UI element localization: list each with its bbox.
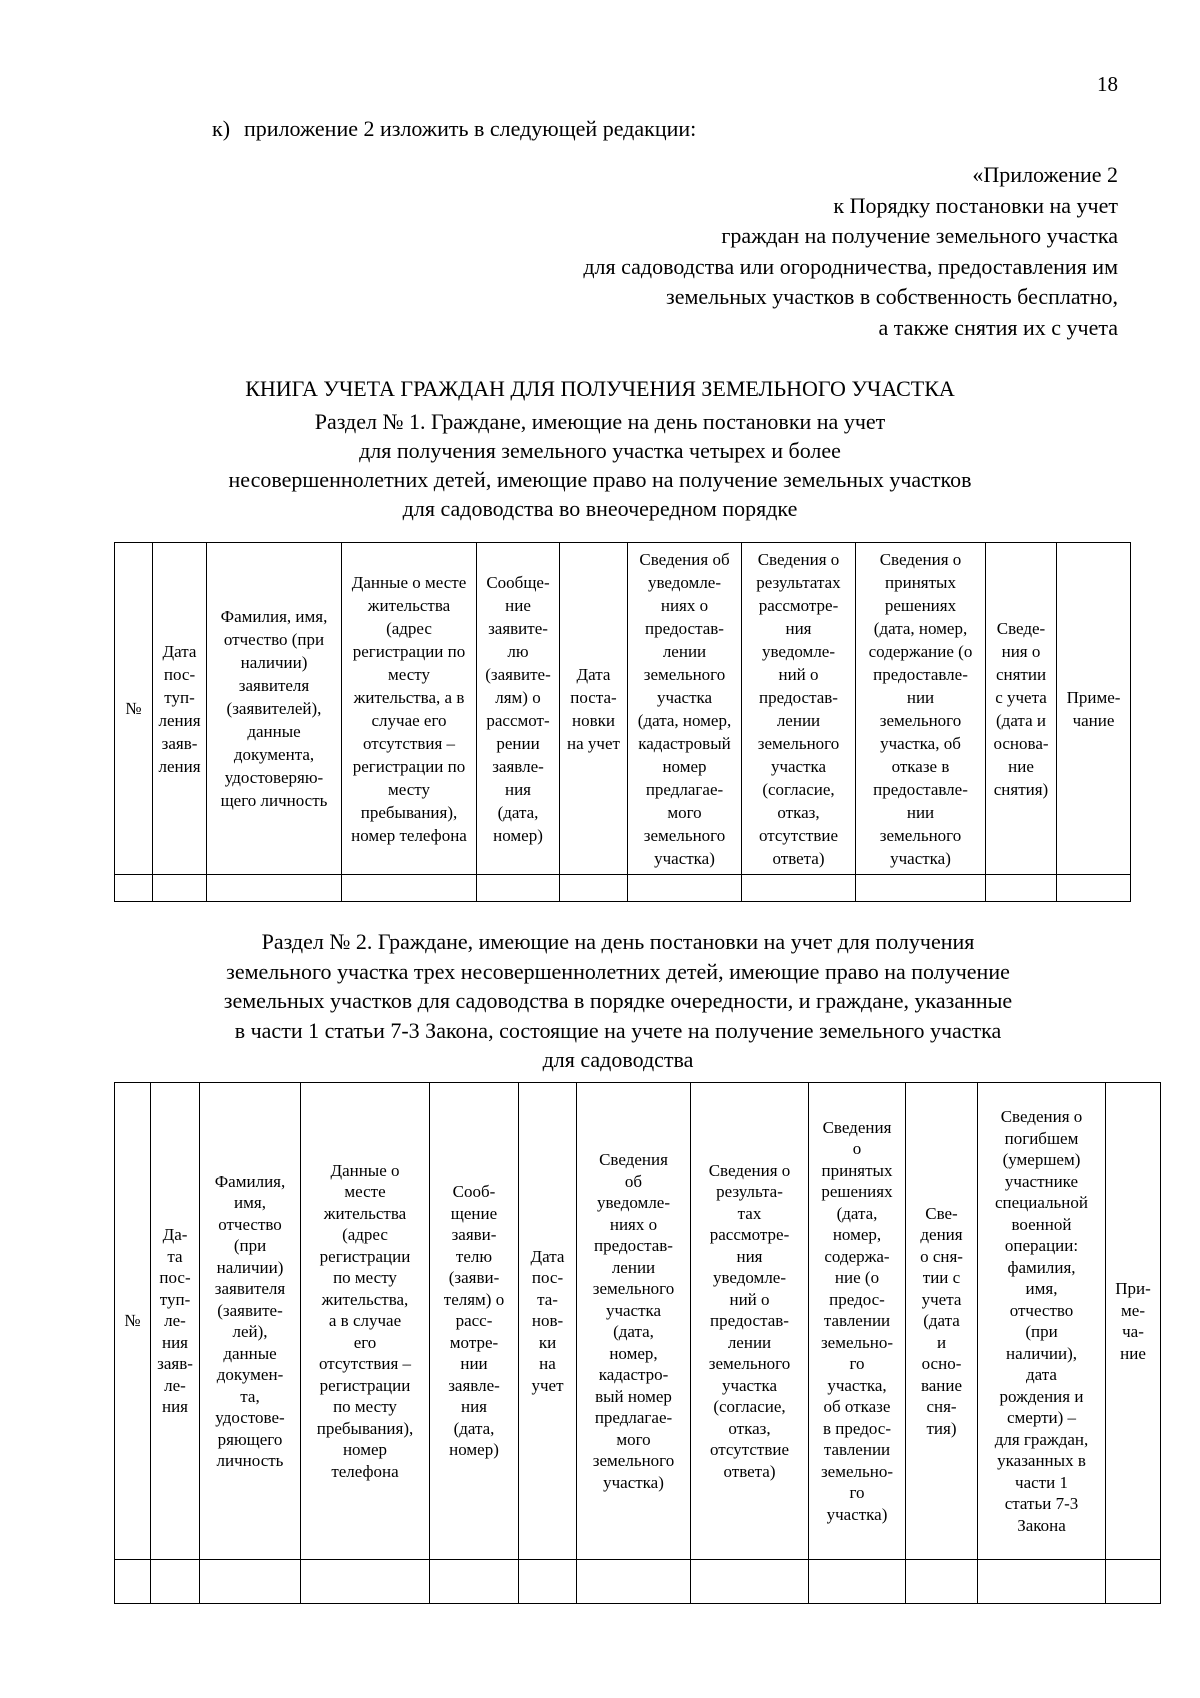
appendix-line: к Порядку постановки на учет <box>833 192 1118 218</box>
table-cell <box>560 875 628 902</box>
table-cell <box>628 875 742 902</box>
column-header: Сведения о результа- тах рассмотре- ния уведомле- ний о предостав- лении земельного участка (согласие, отказ, отсутствие ответа) <box>691 1083 809 1560</box>
column-header: Сообще- ние заявите- лю (заявите- лям) о рассмот- рении заявле- ния (дата, номер) <box>477 543 560 875</box>
appendix-line: для садоводства или огородничества, предоставления им <box>583 253 1118 279</box>
table-cell <box>978 1560 1106 1604</box>
column-header: № <box>115 543 153 875</box>
column-header: Сведения об уведомле- ниях о предостав- лении земельного участка (дата, номер, кадастровый номер предлагае- мого земельного участка) <box>628 543 742 875</box>
column-header: Дата пос- та- нов- ки на учет <box>519 1083 577 1560</box>
table-cell <box>1057 875 1131 902</box>
table-cell <box>809 1560 906 1604</box>
section2-heading-line: в части 1 статьи 7-3 Закона, состоящие на учете на получение земельного участка <box>234 1017 1002 1043</box>
amendment-intro <box>212 116 696 142</box>
appendix-line: граждан на получение земельного участка <box>721 223 1118 248</box>
column-header: Фамилия, имя, отчество (при наличии) заявителя (заявите- лей), данные докумен- та, удостове- ряющего личность <box>200 1083 301 1560</box>
table-row <box>115 1560 1161 1604</box>
section2-heading-line: земельного участка трех несовершеннолетних детей, имеющие право на получение <box>226 958 1010 984</box>
item-marker: к) <box>212 116 231 141</box>
section2-heading-line: земельных участков для садоводства в порядке очередности, и граждане, указанные <box>223 988 1013 1013</box>
section1-heading-line: для садоводства во внеочередном порядке <box>402 496 798 521</box>
table-cell <box>477 875 560 902</box>
column-header: Сведения об уведомле- ниях о предостав- лении земельного участка (дата, номер, кадастро- вый номер предлагае- мого земельного участка) <box>577 1083 691 1560</box>
section1-heading-line: Раздел № 1. Граждане, имеющие на день постановки на учет <box>314 409 886 434</box>
table-cell <box>691 1560 809 1604</box>
table-cell <box>577 1560 691 1604</box>
table-cell <box>856 875 986 902</box>
appendix-line: земельных участков в собственность бесплатно, <box>666 284 1118 309</box>
column-header: Сведения о погибшем (умершем) участнике специальной военной операции: фамилия, имя, отчество (при наличии), дата рождения и смерти) – для граждан, указанных в части 1 статьи 7-3 Закона <box>978 1083 1106 1560</box>
table-cell <box>342 875 477 902</box>
table-header-row <box>115 1083 1161 1560</box>
column-header: Сведения о принятых решениях (дата, номер, содержа- ние (о предос- тавлении земельно- го участка, об отказе в предос- тавлении земельно- го участка) <box>809 1083 906 1560</box>
column-header: Сведения о результатах рассмотре- ния уведомле- ний о предостав- лении земельного участка (согласие, отказ, отсутствие ответа) <box>742 543 856 875</box>
table-cell <box>986 875 1057 902</box>
column-header: Приме- чание <box>1057 543 1131 875</box>
section1-heading <box>100 407 1100 523</box>
table-cell <box>151 1560 200 1604</box>
column-header: Данные о месте жительства (адрес регистрации по месту жительства, а в случае его отсутствия – регистрации по месту пребывания), номер телефона <box>342 543 477 875</box>
page-number: 18 <box>1097 72 1118 96</box>
section2-table <box>114 1082 1161 1604</box>
table-cell <box>906 1560 978 1604</box>
column-header: Данные о месте жительства (адрес регистрации по месту жительства, а в случае его отсутствия – регистрации по месту пребывания), номер телефона <box>301 1083 430 1560</box>
book-title: КНИГА УЧЕТА ГРАЖДАН ДЛЯ ПОЛУЧЕНИЯ ЗЕМЕЛЬНОГО УЧАСТКА <box>245 376 955 401</box>
column-header: Сведения о принятых решениях (дата, номер, содержание (о предоставле- нии земельного участка, об отказе в предоставле- нии земельного участка) <box>856 543 986 875</box>
column-header: Дата поста- новки на учет <box>560 543 628 875</box>
section2-heading-line: для садоводства <box>542 1047 694 1072</box>
column-header: Све- дения о сня- тии с учета (дата и осно- вание сня- тия) <box>906 1083 978 1560</box>
table-cell <box>115 875 153 902</box>
column-header: № <box>115 1083 151 1560</box>
table-cell <box>115 1560 151 1604</box>
appendix-heading <box>358 160 1118 343</box>
appendix-line: «Приложение 2 <box>972 162 1118 187</box>
column-header: Дата пос- туп- ления заяв- ления <box>153 543 207 875</box>
section1-table <box>114 542 1131 902</box>
table-cell <box>519 1560 577 1604</box>
table-cell <box>742 875 856 902</box>
table-cell <box>1106 1560 1161 1604</box>
table-row <box>115 875 1131 902</box>
appendix-line: а также снятия их с учета <box>878 314 1118 340</box>
table-cell <box>207 875 342 902</box>
table-cell <box>153 875 207 902</box>
column-header: Сведе- ния о снятии с учета (дата и основа- ние снятия) <box>986 543 1057 875</box>
column-header: Фамилия, имя, отчество (при наличии) заявителя (заявителей), данные документа, удостоверяю- щего личность <box>207 543 342 875</box>
section2-heading-line: Раздел № 2. Граждане, имеющие на день постановки на учет для получения <box>261 929 975 954</box>
column-header: Да- та пос- туп- ле- ния заяв- ле- ния <box>151 1083 200 1560</box>
table-cell <box>200 1560 301 1604</box>
item-text: приложение 2 изложить в следующей редакции: <box>244 116 697 141</box>
column-header: Сооб- щение заяви- телю (заяви- телям) о расс- мотре- нии заявле- ния (дата, номер) <box>430 1083 519 1560</box>
section2-heading <box>148 927 1088 1075</box>
table-header-row <box>115 543 1131 875</box>
section1-heading-line: для получения земельного участка четырех и более <box>359 438 841 463</box>
table-cell <box>301 1560 430 1604</box>
table-cell <box>430 1560 519 1604</box>
column-header: При- ме- ча- ние <box>1106 1083 1161 1560</box>
section1-heading-line: несовершеннолетних детей, имеющие право на получение земельных участков <box>228 467 972 492</box>
